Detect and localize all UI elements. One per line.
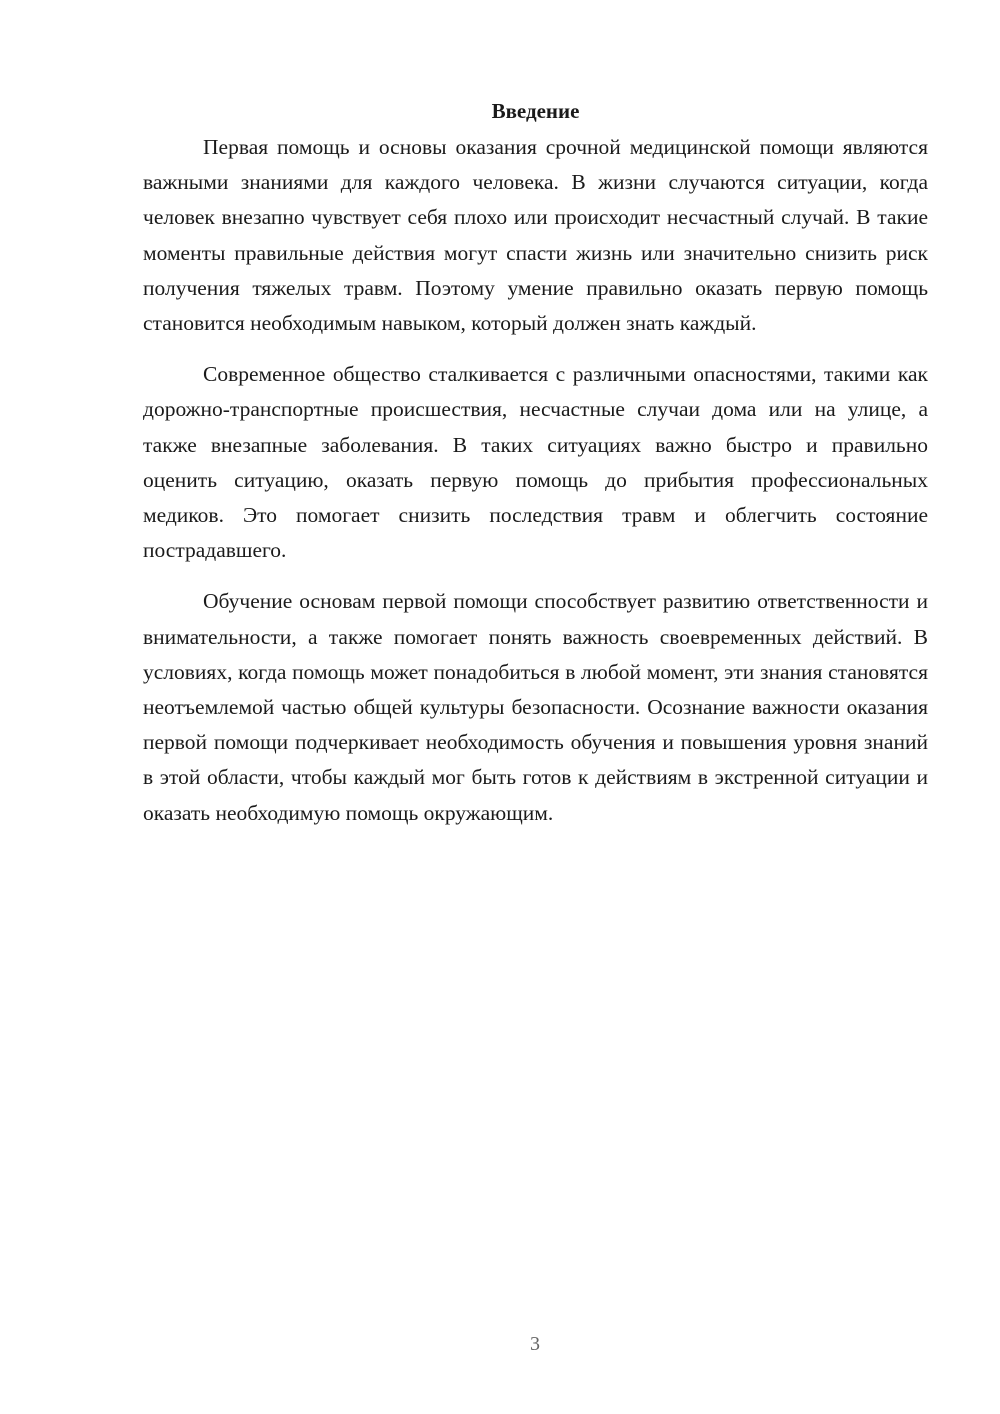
- paragraph-2: Современное общество сталкивается с различными опасностями, такими как дорожно-транспортные происшествия, несчастные случаи дома или на улице, а также внезапные заболевания. В таких ситуациях важно быстро и правильно оценить ситуацию, оказать первую помощь до прибытия профессиональных медиков. Это помогает снизить последствия травм и облегчить состояние пострадавшего.: [143, 362, 928, 563]
- page-content: [143, 96, 928, 847]
- section-heading: Введение: [491, 99, 580, 123]
- paragraph-3: Обучение основам первой помощи способствует развитию ответственности и внимательности, а также помогает понять важность своевременных действий. В условиях, когда помощь может понадобиться в любой момент, эти знания становятся неотъемлемой частью общей культуры безопасности. Осознание важности оказания первой помощи подчеркивает необходимость обучения и повышения уровня знаний в этой области, чтобы каждый мог быть готов к действиям в экстренной ситуации и оказать необходимую помощь окружающим.: [143, 589, 928, 825]
- page-number: 3: [530, 1333, 540, 1355]
- paragraph-1: Первая помощь и основы оказания срочной медицинской помощи являются важными знаниями для каждого человека. В жизни случаются ситуации, когда человек внезапно чувствует себя плохо или происходит несчастный случай. В такие моменты правильные действия могут спасти жизнь или значительно снизить риск получения тяжелых травм. Поэтому умение правильно оказать первую помощь становится необходимым навыком, который должен знать каждый.: [143, 135, 928, 336]
